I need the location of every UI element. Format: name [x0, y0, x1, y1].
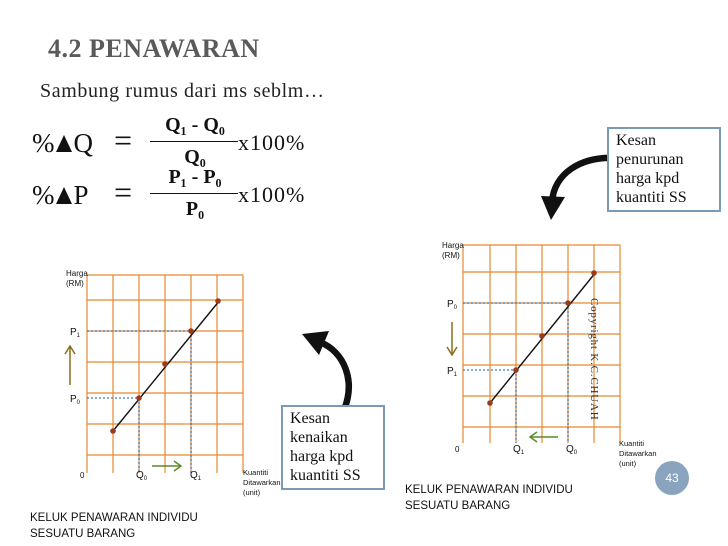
formula-p-denominator: P₀ — [185, 198, 205, 220]
note-line: Kesan — [290, 410, 330, 427]
formula-p-lhs — [32, 180, 89, 211]
x-axis-label-line2: Ditawarkan — [619, 449, 657, 458]
y-axis-label-line2: (RM) — [442, 251, 460, 260]
price-label-upper: $P_1$ — [70, 327, 81, 339]
formula-q-var: Q — [73, 128, 93, 158]
supply-graph-price-increase — [0, 255, 300, 505]
note-line: kuantiti SS — [616, 189, 687, 206]
formula-q-denominator: Q₀ — [184, 146, 206, 168]
note-line: penurunan — [616, 151, 684, 168]
x-axis-label-line3: (unit) — [243, 488, 261, 497]
origin-label: 0 — [455, 445, 460, 454]
formula-q-numerator: Q₁ - Q₀ — [165, 114, 225, 136]
formula-p-numerator: P₁ - P₀ — [168, 166, 222, 188]
note-price-increase — [281, 405, 385, 490]
delta-icon — [56, 187, 72, 204]
graph-grid — [87, 275, 243, 473]
arrow-down-icon — [447, 322, 457, 355]
copyright-text: Copyright K.C.CHUAH — [588, 298, 600, 421]
equals-sign: = — [114, 174, 133, 210]
y-axis-label-line1: Harga — [66, 269, 88, 278]
caption-left-graph: KELUK PENAWARAN INDIVIDU SESUATU BARANG — [30, 512, 198, 540]
fraction-bar — [150, 193, 238, 194]
quantity-label-left: $Q_1$ — [513, 444, 525, 456]
price-label-lower: $P_0$ — [70, 394, 81, 406]
slide-subtitle: Sambung rumus dari ms seblm… — [40, 80, 325, 102]
arrow-right-icon — [152, 461, 181, 471]
y-axis-label-line1: Harga — [442, 241, 464, 250]
note-price-decrease — [607, 127, 721, 212]
fraction-bar — [150, 141, 238, 142]
equals-sign: = — [114, 122, 133, 158]
formula-q-lhs — [32, 128, 93, 159]
note-line: Kesan — [616, 132, 656, 149]
note-line: kuantiti SS — [290, 467, 361, 484]
caption-right-graph: KELUK PENAWARAN INDIVIDU SESUATU BARANG — [405, 484, 573, 512]
quantity-label-right: $Q_1$ — [190, 470, 202, 482]
formula-p-multiplier: x100% — [238, 182, 306, 207]
origin-label: 0 — [80, 471, 85, 480]
curved-arrow-up-left-icon — [298, 328, 360, 413]
price-label-lower: $P_1$ — [447, 366, 458, 378]
note-line: kenaikan — [290, 429, 348, 446]
supply-graph-price-decrease — [420, 240, 720, 480]
x-axis-label-line3: (unit) — [619, 459, 637, 468]
page-number-badge: 43 — [655, 461, 689, 495]
note-line: harga kpd — [290, 448, 354, 465]
formula-percent-change-price — [32, 166, 352, 228]
quantity-label-left: $Q_0$ — [136, 470, 148, 482]
x-axis-label-line1: Kuantiti — [619, 439, 645, 448]
arrow-left-icon[interactable] — [530, 432, 558, 442]
x-axis-label-line2: Ditawarkan — [243, 478, 281, 487]
delta-icon — [56, 135, 72, 152]
note-line: harga kpd — [616, 170, 680, 187]
arrow-up-icon — [65, 346, 75, 385]
percent-symbol: % — [32, 180, 55, 210]
quantity-label-right: $Q_0$ — [566, 444, 578, 456]
price-label-upper: $P_0$ — [447, 299, 458, 311]
slide-title: 4.2 PENAWARAN — [48, 34, 260, 63]
curved-arrow-down-left-icon — [538, 150, 618, 222]
formula-q-multiplier: x100% — [238, 130, 306, 155]
y-axis-label-line2: (RM) — [66, 279, 84, 288]
x-axis-label-line1: Kuantiti — [243, 468, 269, 477]
formula-p-var: P — [73, 180, 89, 210]
percent-symbol: % — [32, 128, 55, 158]
